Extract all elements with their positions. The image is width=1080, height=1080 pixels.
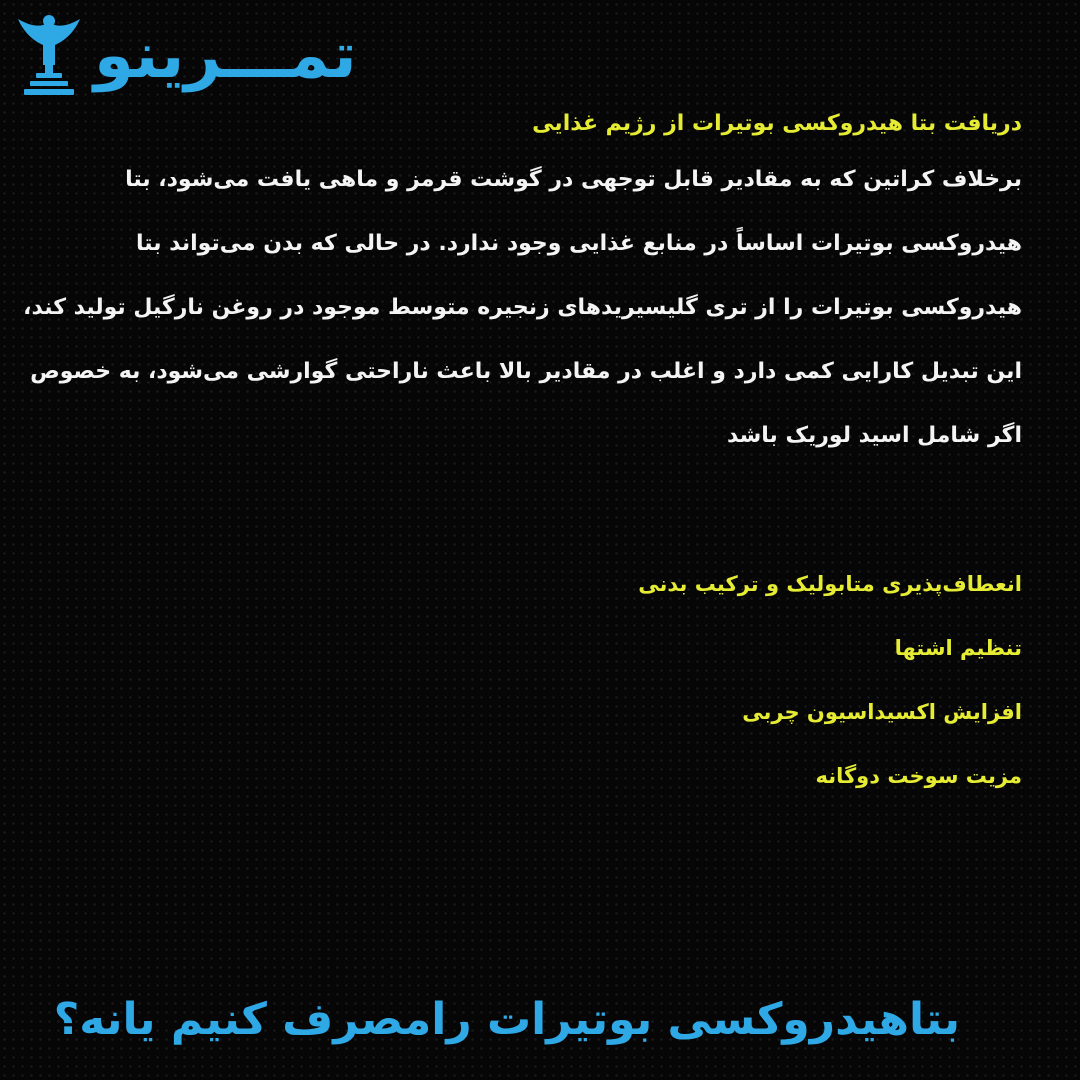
- logo-text: تمـــرینو: [94, 19, 357, 93]
- paragraph-line: این تبدیل کارایی کمی دارد و اغلب در مقادیر بالا باعث ناراحتی گوارشی می‌شود، به خصوص: [30, 359, 1022, 384]
- trophy-pedestal-icon: [14, 13, 84, 99]
- footer-title: بتاهیدروکسی بوتیرات رامصرف کنیم یانه؟: [53, 994, 960, 1045]
- benefit-item: افزایش اکسیداسیون چربی: [742, 700, 1022, 724]
- article-paragraph: [23, 148, 1022, 468]
- benefit-item: تنظیم اشتها: [894, 636, 1022, 660]
- paragraph-line: اگر شامل اسید لوریک باشد: [726, 423, 1022, 448]
- brand-logo: [14, 10, 444, 102]
- paragraph-line: هیدروکسی بوتیرات اساساً در منابع غذایی وجود ندارد. در حالی که بدن می‌تواند بتا: [135, 231, 1022, 256]
- benefit-item: انعطاف‌پذیری متابولیک و ترکیب بدنی: [638, 572, 1022, 596]
- benefit-item: مزیت سوخت دوگانه: [815, 764, 1022, 788]
- paragraph-line: برخلاف کراتین که به مقادیر قابل توجهی در گوشت قرمز و ماهی یافت می‌شود، بتا: [125, 167, 1022, 192]
- article-heading: دریافت بتا هیدروکسی بوتیرات از رژیم غذایی: [532, 111, 1022, 136]
- benefits-list: [322, 552, 1022, 808]
- article-section: [23, 100, 1022, 468]
- paragraph-line: هیدروکسی بوتیرات را از تری گلیسیریدهای زنجیره متوسط موجود در روغن نارگیل تولید کند،: [23, 295, 1022, 320]
